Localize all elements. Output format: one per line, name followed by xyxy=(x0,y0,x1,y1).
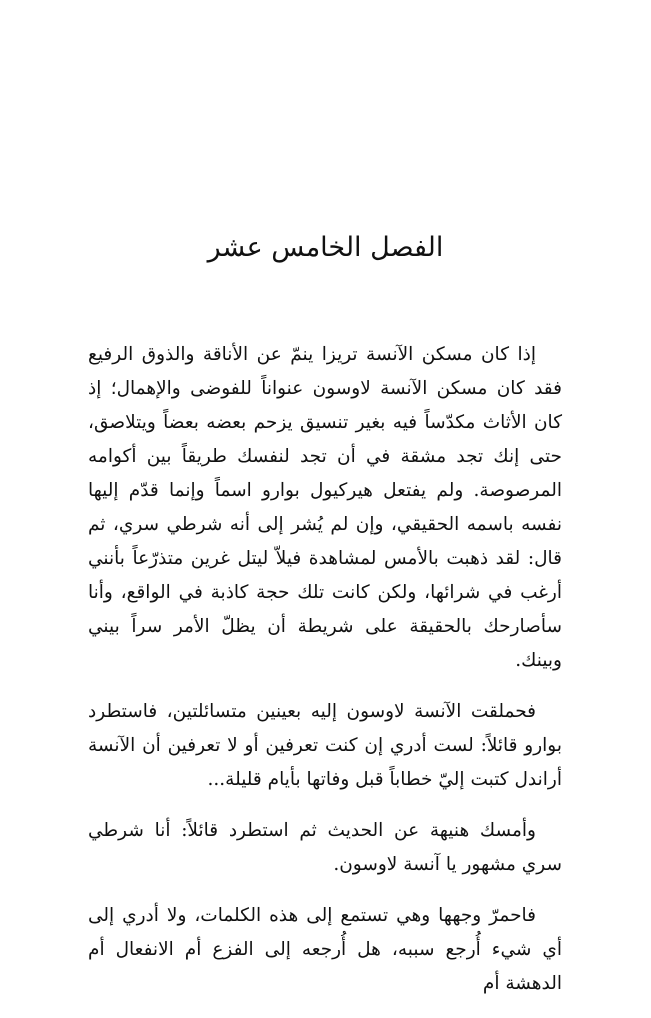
paragraph-3: وأمسك هنيهة عن الحديث ثم استطرد قائلاً: أنا شرطي سري مشهور يا آنسة لاوسون. xyxy=(88,820,562,875)
chapter-body xyxy=(88,338,562,1018)
paragraph-1: إذا كان مسكن الآنسة تريزا ينمّ عن الأناقة والذوق الرفيع فقد كان مسكن الآنسة لاوسون عنواناً للفوضى والإهمال؛ إذ كان الأثاث مكدّساً فيه بغير تنسيق يزحم بعضه بعضاً ويتلاصق، حتى إنك تجد مشقة في أن تجد لنفسك طريقاً بين أكوامه المرصوصة. ولم يفتعل هيركيول بوارو اسماً وإنما قدّم إليها نفسه باسمه الحقيقي، وإن لم يُشر إلى أنه شرطي سري، ثم قال: لقد ذهبت بالأمس لمشاهدة فيلاّ ليتل غرين متذرّعاً بأنني أرغب في شرائها، ولكن كانت تلك حجة كاذبة في الواقع، وأنا سأصارحك بالحقيقة على شريطة أن يظلّ الأمر سراً بيني وبينك. xyxy=(88,344,562,671)
chapter-title: الفصل الخامس عشر xyxy=(207,232,444,263)
paragraph-4: فاحمرّ وجهها وهي تستمع إلى هذه الكلمات، ولا أدري إلى أي شيء أُرجع سببه، هل أُرجعه إلى الفزع أم الانفعال أم الدهشة أم xyxy=(88,905,562,994)
paragraph-2: فحملقت الآنسة لاوسون إليه بعينين متسائلتين، فاستطرد بوارو قائلاً: لست أدري إن كنت تعرفين أو لا تعرفين أن الآنسة أراندل كتبت إليّ خطاباً قبل وفاتها بأيام قليلة... xyxy=(88,701,562,790)
